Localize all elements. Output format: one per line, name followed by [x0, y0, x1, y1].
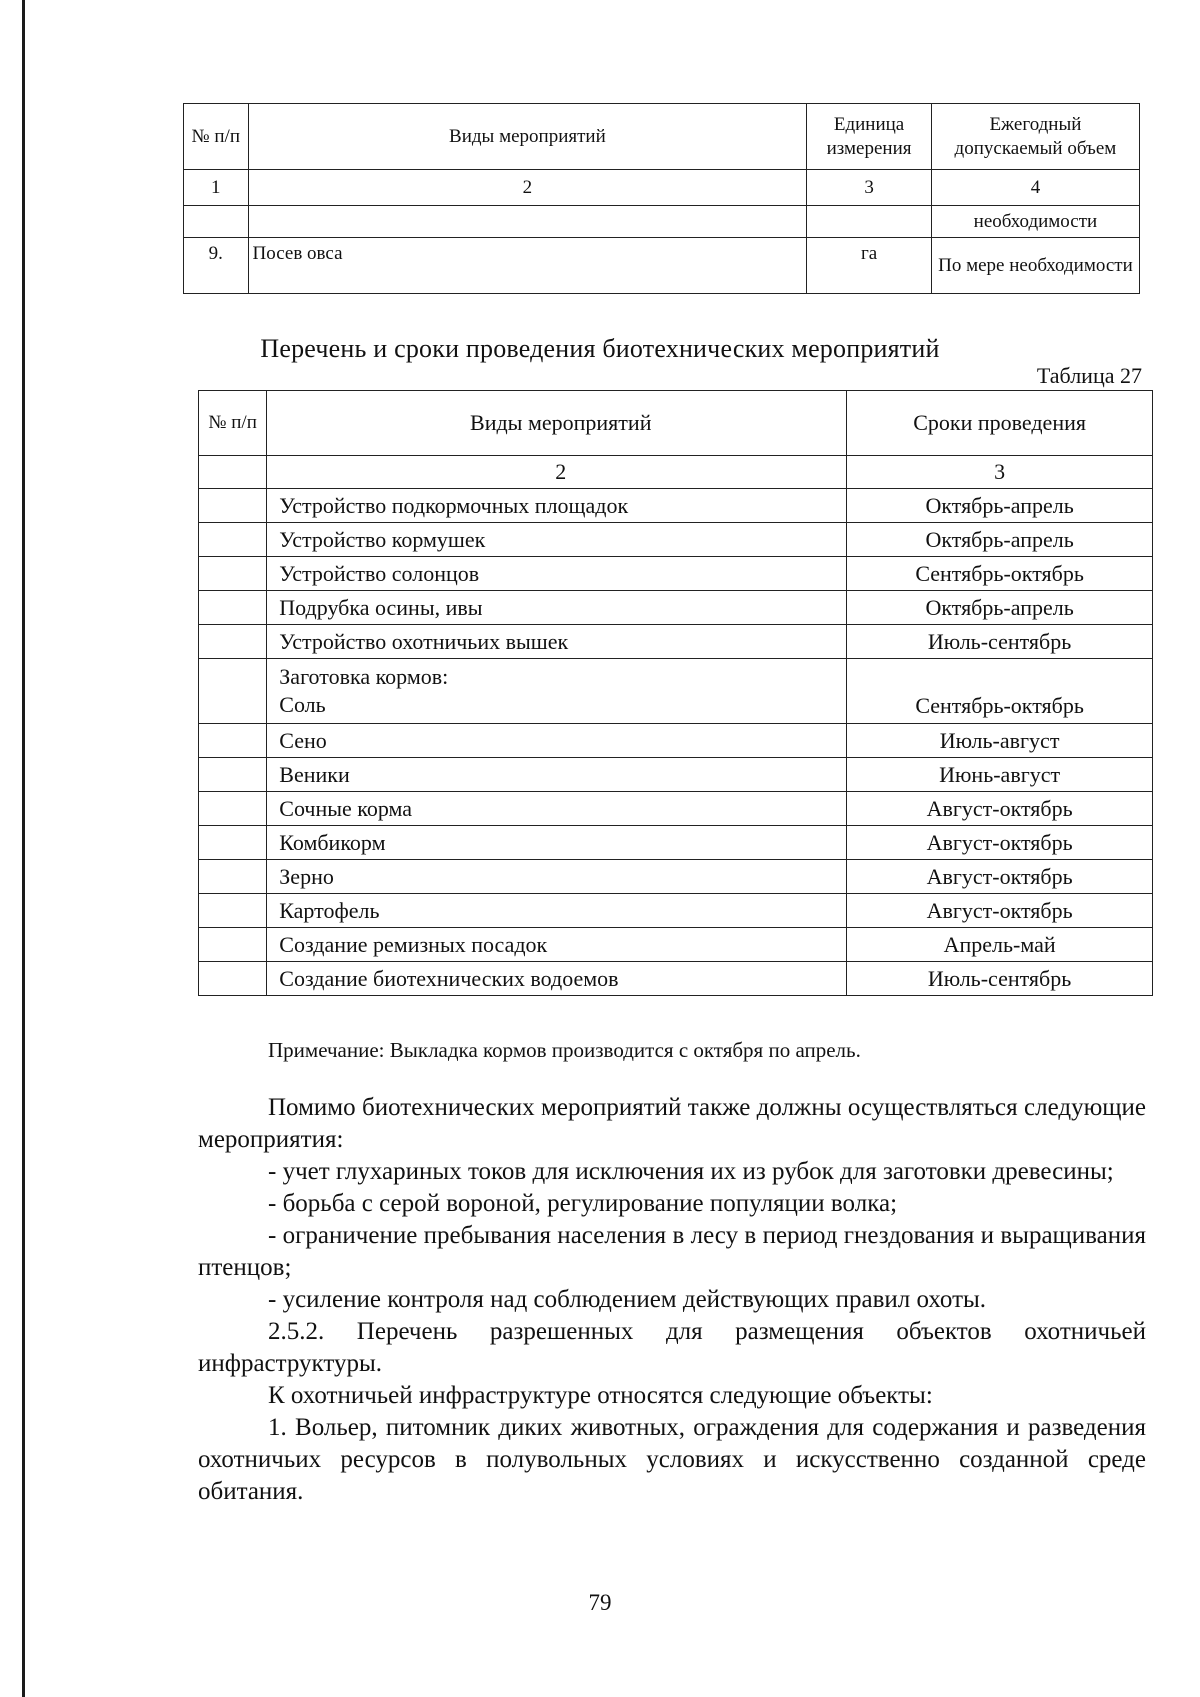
row-name: Подрубка осины, ивы [267, 591, 847, 625]
row-name: Зерно [267, 860, 847, 894]
row-number [199, 625, 267, 659]
table-row [184, 238, 1140, 294]
header-unit: Единица измерения [807, 104, 932, 170]
page-number: 79 [588, 1590, 612, 1615]
row-period: Июль-сентябрь [847, 625, 1153, 659]
scan-edge-line [22, 0, 25, 1697]
row-name [248, 206, 807, 238]
row-name: Сено [267, 724, 847, 758]
list-item: - учет глухариных токов для исключения их из рубок для заготовки древесины; [268, 1158, 1114, 1185]
row-name: Комбикорм [267, 826, 847, 860]
row-name: Устройство солонцов [267, 557, 847, 591]
paragraph: Помимо биотехнических мероприятий также должны осуществляться следующие мероприятия: [198, 1094, 1146, 1153]
row-number [199, 724, 267, 758]
row-name: Веники [267, 758, 847, 792]
table-row [199, 659, 1153, 724]
table-note: Примечание: Выкладка кормов производится с октября по апрель. [268, 1038, 861, 1062]
row-name: Сочные корма [267, 792, 847, 826]
row-number [199, 758, 267, 792]
header-measures: Виды мероприятий [248, 104, 807, 170]
body-text [198, 1092, 1146, 1508]
column-number-3: 3 [807, 170, 932, 206]
section-title: Перечень и сроки проведения биотехнических мероприятий [260, 334, 940, 363]
row-name [267, 659, 847, 724]
table-row [199, 724, 1153, 758]
row-period: Июнь-август [847, 758, 1153, 792]
header-period: Сроки проведения [847, 391, 1153, 456]
column-number-1 [199, 456, 267, 489]
row-period: Август-октябрь [847, 894, 1153, 928]
row-number [199, 962, 267, 996]
table-row [199, 523, 1153, 557]
row-name: Создание биотехнических водоемов [267, 962, 847, 996]
column-number-2: 2 [267, 456, 847, 489]
paragraph: 1. Вольер, питомник диких животных, ограждения для содержания и разведения охотничьих ресурсов в полувольных условиях и искусственно созданной среде обитания. [198, 1414, 1146, 1505]
row-volume: По мере необходимости [931, 238, 1139, 294]
table-row [199, 625, 1153, 659]
row-name: Устройство охотничьих вышек [267, 625, 847, 659]
row-number [199, 557, 267, 591]
table-row [199, 792, 1153, 826]
row-period: Август-октябрь [847, 860, 1153, 894]
table-row [199, 557, 1153, 591]
section-heading: 2.5.2. Перечень разрешенных для размещения объектов охотничьей инфраструктуры. [198, 1318, 1146, 1377]
row-number [199, 591, 267, 625]
list-item: - усиление контроля над соблюдением действующих правил охоты. [268, 1286, 987, 1313]
measures-table-continuation [183, 103, 1140, 294]
table-numbering-row [184, 170, 1140, 206]
header-number: № п/п [184, 104, 249, 170]
row-number [199, 659, 267, 724]
row-number [199, 489, 267, 523]
row-period: Июль-август [847, 724, 1153, 758]
row-period: Октябрь-апрель [847, 489, 1153, 523]
table-row [199, 894, 1153, 928]
table-row [199, 826, 1153, 860]
row-name-line1: Заготовка кормов: [279, 664, 449, 689]
header-annual-volume: Ежегодный допускаемый объем [931, 104, 1139, 170]
list-item: - борьба с серой вороной, регулирование популяции волка; [268, 1190, 898, 1217]
row-name: Создание ремизных посадок [267, 928, 847, 962]
table-row [199, 591, 1153, 625]
table-row [199, 758, 1153, 792]
table-header-row [199, 391, 1153, 456]
row-name: Устройство подкормочных площадок [267, 489, 847, 523]
row-name-line2: Соль [279, 692, 326, 717]
row-name: Устройство кормушек [267, 523, 847, 557]
column-number-1: 1 [184, 170, 249, 206]
row-number [199, 523, 267, 557]
row-period: Сентябрь-октябрь [847, 557, 1153, 591]
row-number [199, 860, 267, 894]
row-number [199, 894, 267, 928]
row-period: Июль-сентябрь [847, 962, 1153, 996]
row-volume: необходимости [931, 206, 1139, 238]
biotechnical-measures-table [198, 390, 1153, 996]
row-number [199, 792, 267, 826]
list-item: - ограничение пребывания населения в лесу в период гнездования и выращивания птенцов; [198, 1222, 1146, 1281]
table-numbering-row [199, 456, 1153, 489]
table-row [199, 860, 1153, 894]
column-number-4: 4 [931, 170, 1139, 206]
row-name: Посев овса [248, 238, 807, 294]
row-period: Октябрь-апрель [847, 591, 1153, 625]
paragraph: К охотничьей инфраструктуре относятся следующие объекты: [268, 1382, 933, 1409]
row-period: Апрель-май [847, 928, 1153, 962]
table-caption: Таблица 27 [1036, 363, 1142, 388]
table-row [184, 206, 1140, 238]
row-period: Август-октябрь [847, 826, 1153, 860]
row-period: Август-октябрь [847, 792, 1153, 826]
row-unit: га [807, 238, 932, 294]
row-number: 9. [184, 238, 249, 294]
table-header-row [184, 104, 1140, 170]
column-number-3: 3 [847, 456, 1153, 489]
row-name: Картофель [267, 894, 847, 928]
column-number-2: 2 [248, 170, 807, 206]
header-number: № п/п [199, 391, 267, 456]
header-measures: Виды мероприятий [267, 391, 847, 456]
table-row [199, 489, 1153, 523]
row-number [184, 206, 249, 238]
row-period: Сентябрь-октябрь [847, 659, 1153, 724]
table-row [199, 962, 1153, 996]
table-row [199, 928, 1153, 962]
row-unit [807, 206, 932, 238]
row-number [199, 928, 267, 962]
row-period: Октябрь-апрель [847, 523, 1153, 557]
row-number [199, 826, 267, 860]
